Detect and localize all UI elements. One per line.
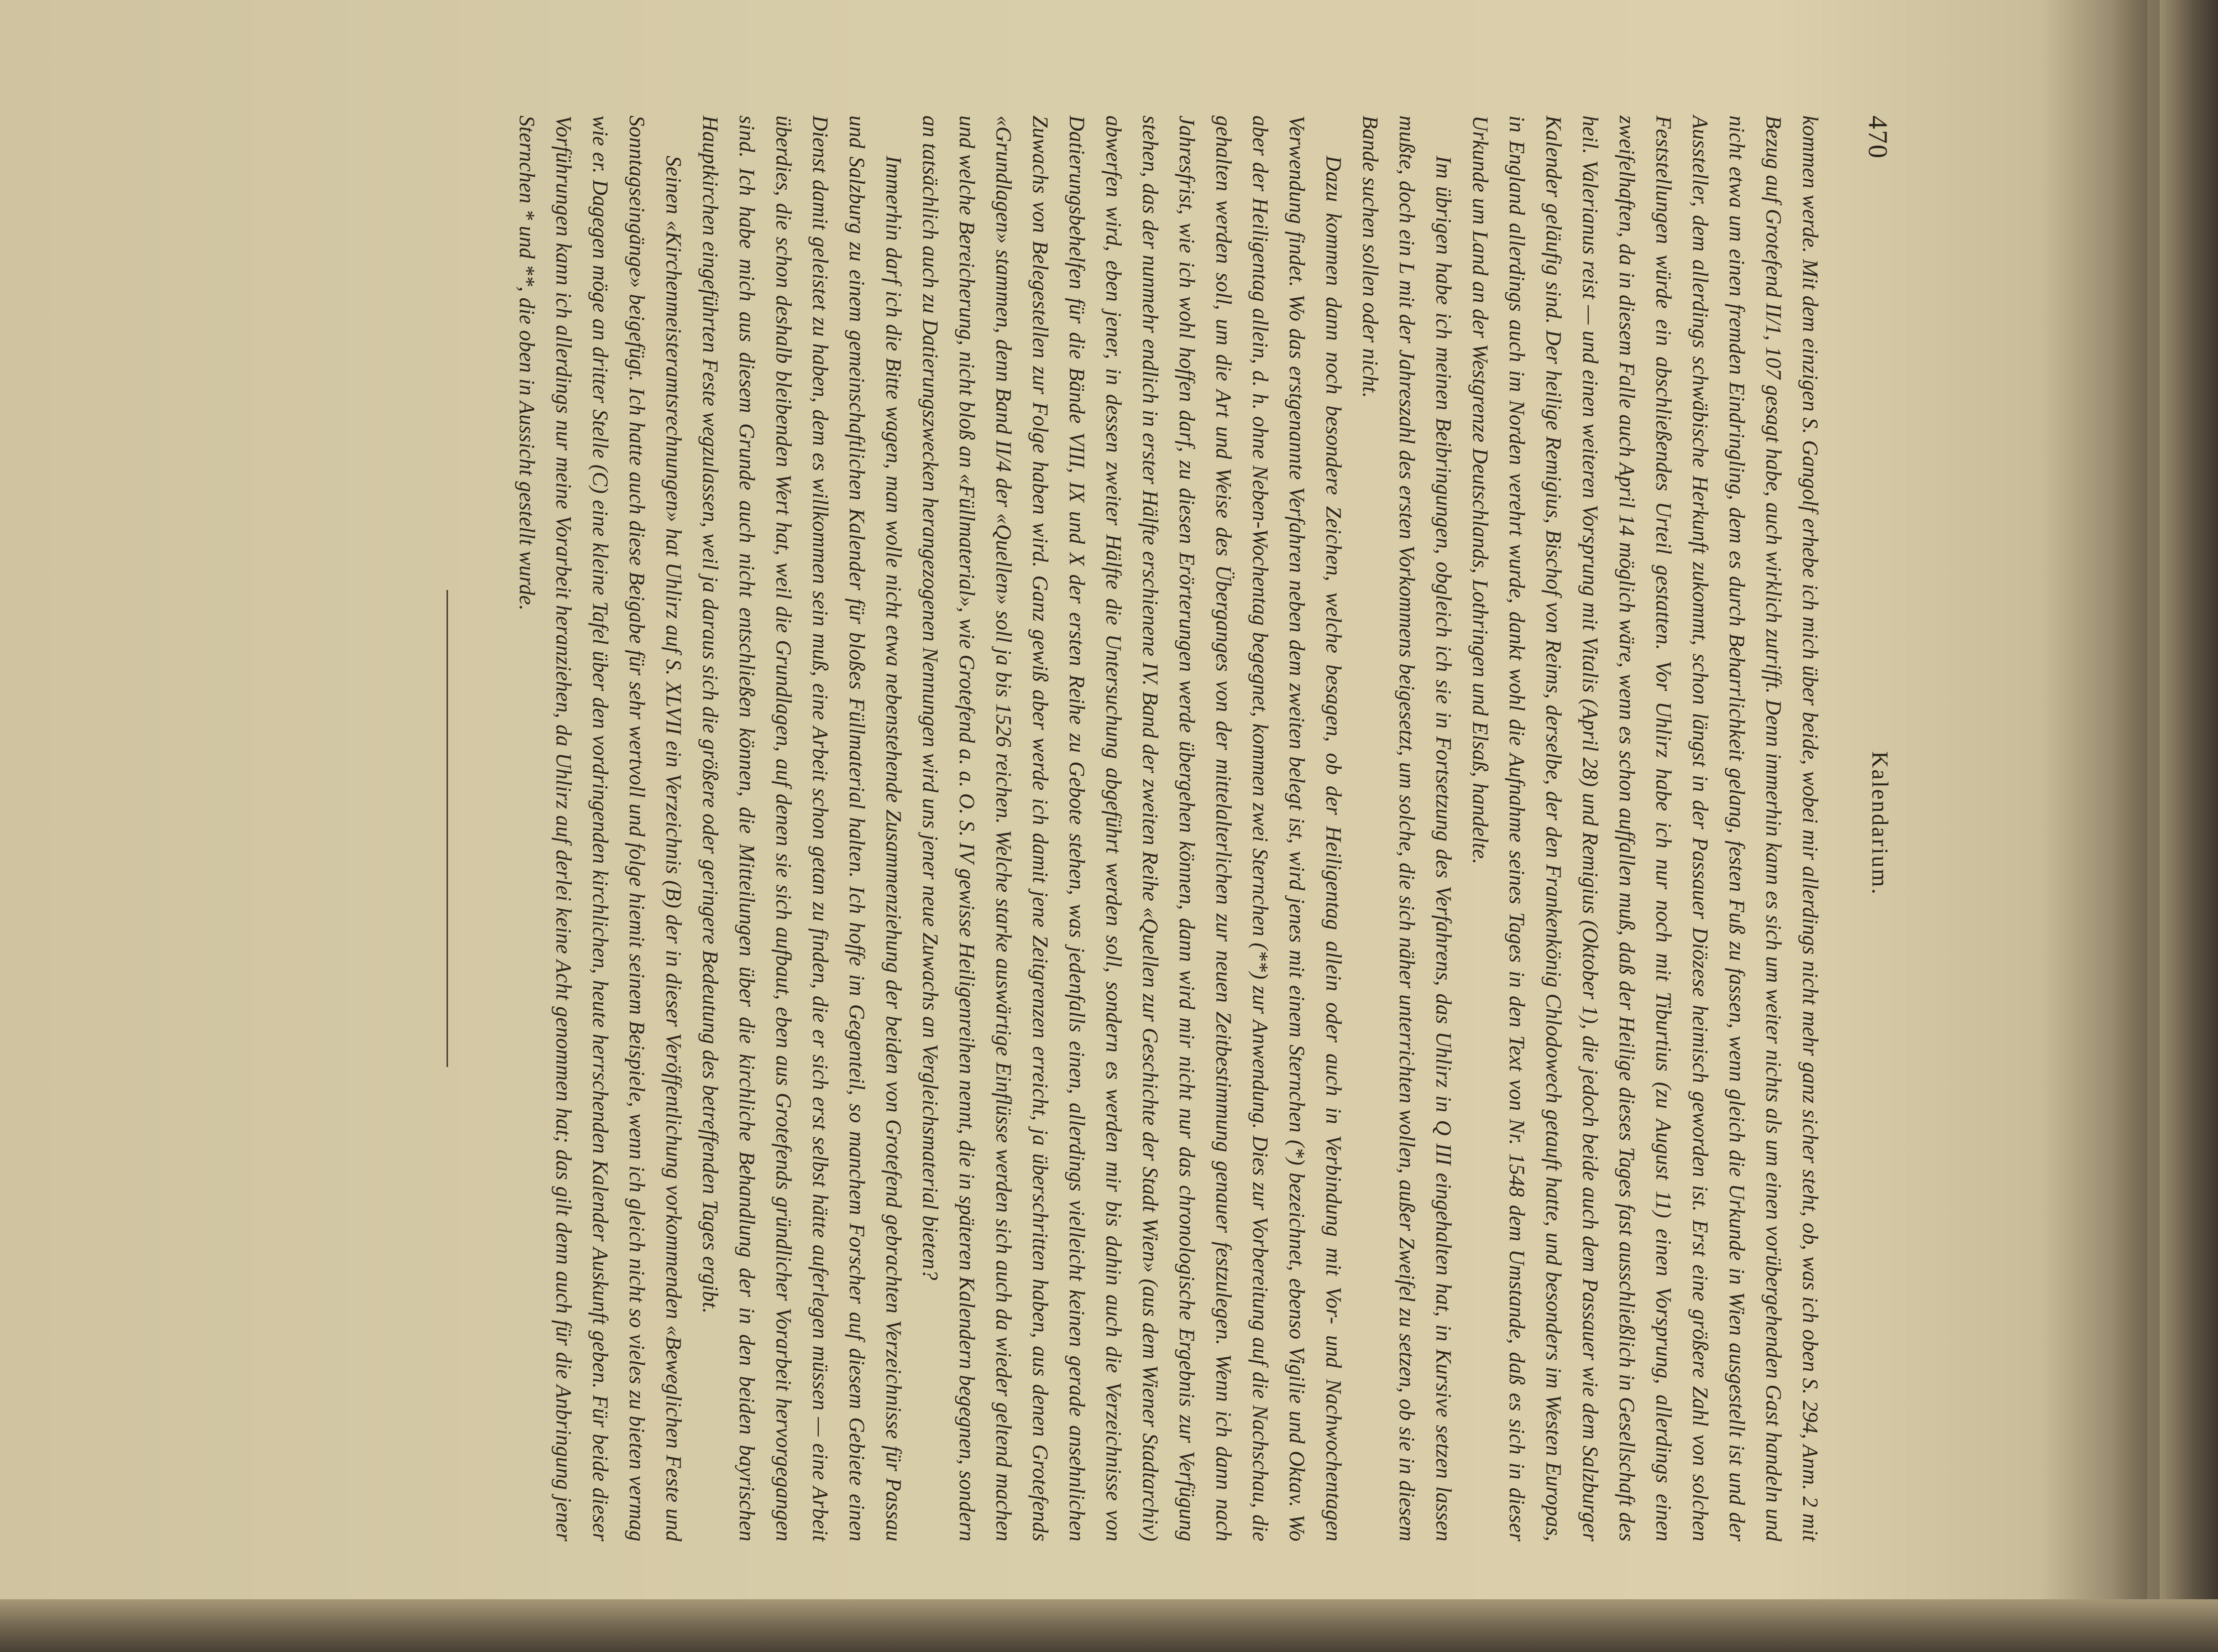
rotated-page: [286, 105, 1894, 1542]
paragraph: Dazu kommen dann noch besondere Zeichen, welche besagen, ob der Heiligentag allein oder auch in Verbindung mit Vor- und Nachwochentagen Verwendung findet. Wo das erstgenannte Verfahren neben dem zweiten belegt ist, wird jenes mit einem Sternchen (*) bezeichnet, ebenso Vigilie und Oktav. Wo aber der Heiligentag allein, d. h. ohne Neben-Wochentag begegnet, kommen zwei Sternchen (**) zur Anwendung. Dies zur Vorbereitung auf die Nachschau, die gehalten werden soll, um die Art und Weise des Überganges von der mittelalterlichen zur neuen Zeitbestimmung genauer festzulegen. Wenn ich dann nach Jahresfrist, wie ich wohl hoffen darf, zu diesen Erörterungen werde übergehen können, dann wird mir nicht nur das chronologische Ergebnis zur Verfügung stehen, das der nunmehr endlich in erster Hälfte erschienene IV. Band der zweiten Reihe «Quellen zur Geschichte der Stadt Wien» (aus dem Wiener Stadtarchiv) abwerfen wird, eben jener, in dessen zweiter Hälfte die Untersuchung abgeführt werden soll, sondern es werden mir bis dahin auch die Verzeichnisse von Datierungsbehelfen für die Bände VIII, IX und X der ersten Reihe zu Gebote stehen, was jedenfalls einen, allerdings vielleicht keinen gerade ansehnlichen Zuwachs von Belegestellen zur Folge haben wird. Ganz gewiß aber werde ich damit jene Zeitgrenzen erreicht, ja überschritten haben, aus denen Grotefends «Grundlagen» stammen, denn Band II/4 der «Quellen» soll ja bis 1526 reichen. Welche starke auswärtige Einflüsse werden sich auch da wieder geltend machen und welche Bereicherung, nicht bloß an «Füllmaterial», wie Grotefend a. a. O. S. IV gewisse Heiligenreihen nennt, die in späteren Kalendern begegnen, sondern an tatsächlich auch zu Datierungszwecken herangezogenen Nennungen wird uns jener neue Zuwachs an Vergleichsmaterial bieten?: [918, 115, 1345, 1542]
gutter-shadow: [2112, 0, 2147, 1652]
paragraph: kommen werde. Mit dem einzigen S. Gangolf erhebe ich mich über beide, wobei mir allerdings nicht mehr ganz sicher steht, ob, was ich oben S. 294, Anm. 2 mit Bezug auf Grotefend II/1, 107 gesagt habe, auch wirklich zutrifft. Denn immerhin kann es sich um weiter nichts als um einen vorübergehenden Gast handeln und nicht etwa um einen fremden Eindringling, dem es durch Beharrlichkeit gelang, festen Fuß zu fassen, wenn gleich die Urkunde in Wien ausgestellt ist und der Aussteller, dem allerdings schwäbische Herkunft zukommt, schon längst in der Passauer Diözese heimisch geworden ist. Erst eine größere Zahl von solchen Feststellungen würde ein abschließendes Urteil gestatten. Vor Uhlirz habe ich nur noch mit Tiburtius (zu August 11) einen Vorsprung, allerdings einen zweifelhaften, da in diesem Falle auch April 14 möglich wäre, wenn es schon auffallen muß, daß der Heilige dieses Tages fast ausschließlich in Gesellschaft des heil. Valerianus reist — und einen weiteren Vorsprung mit Vitalis (April 28) und Remigius (Oktober 1), die jedoch beide auch dem Passauer wie dem Salzburger Kalender geläufig sind. Der heilige Remigius, Bischof von Reims, derselbe, der den Frankenkönig Chlodowech getauft hatte, und besonders im Westen Europas, in England allerdings auch im Norden verehrt wurde, dankt wohl die Aufnahme seines Tages in den Text von Nr. 1548 dem Umstande, daß es sich in dieser Urkunde um Land an der Westgrenze Deutschlands, Lothringen und Elsaß, handelte.: [1468, 115, 1822, 1542]
book-edge-bottom: [0, 1599, 2218, 1652]
paragraph: Immerhin darf ich die Bitte wagen, man wolle nicht etwa nebenstehende Zusammenziehung der beiden von Grotefend gebrachten Verzeichnisse für Passau und Salzburg zu einem gemeinschaftlichen Kalender für bloßes Füllmaterial halten. Ich hoffe im Gegenteil, so manchem Forscher auf diesem Gebiete einen Dienst damit geleistet zu haben, dem es willkommen sein muß, eine Arbeit schon getan zu finden, die er sich erst selbst hätte auferlegen müssen — eine Arbeit überdies, die schon deshalb bleibenden Wert hat, weil die Grundlagen, auf denen sie sich aufbaut, eben aus Grotefends gründlicher Vorarbeit hervorgegangen sind. Ich habe mich aus diesem Grunde auch nicht entschließen können, die Mitteilungen über die kirchliche Behandlung der in den beiden bayrischen Hauptkirchen eingeführten Feste wegzulassen, weil ja daraus sich die größere oder geringere Bedeutung des betreffenden Tages ergibt.: [698, 115, 905, 1542]
page-header: [1838, 105, 1894, 1542]
body-text: [447, 115, 1828, 1542]
section-divider: [447, 590, 448, 1067]
page-number: 470: [1863, 115, 1893, 159]
paragraph: Seinen «Kirchenmeisteramtsrechnungen» hat Uhlirz auf S. XLVII ein Verzeichnis (B) der in dieser Veröffentlichung vorkommenden «Beweglichen Feste und Sonntagseingänge» beigefügt. Ich hatte auch diese Beigabe für sehr wertvoll und folge hiemit seinem Beispiele, wenn ich gleich nicht so vieles zu bieten vermag wie er. Dagegen möge an dritter Stelle (C) eine kleine Tafel über den vordringenden kirchlichen, heute herrschenden Kalender Auskunft geben. Für beide dieser Vorführungen kann ich allerdings nur meine Vorarbeit heranziehen, da Uhlirz auf derlei keine Acht genommen hat; das gilt denn auch für die Anbringung jener Sternchen * und **, die oben in Aussicht gestellt wurde.: [515, 115, 685, 1542]
paragraph: Im übrigen habe ich meinen Beibringungen, obgleich ich sie in Fortsetzung des Verfahrens, das Uhlirz in Q III eingehalten hat, in Kursive setzen lassen mußte, doch ein L mit der Jahreszahl des ersten Vorkommens beigesetzt, um solche, die sich näher unterrichten wollen, außer Zweifel zu setzen, ob sie in diesem Bande suchen sollen oder nicht.: [1358, 115, 1455, 1542]
book-edge-right: [2160, 0, 2218, 1652]
running-head: Kalendarium.: [1867, 751, 1893, 896]
